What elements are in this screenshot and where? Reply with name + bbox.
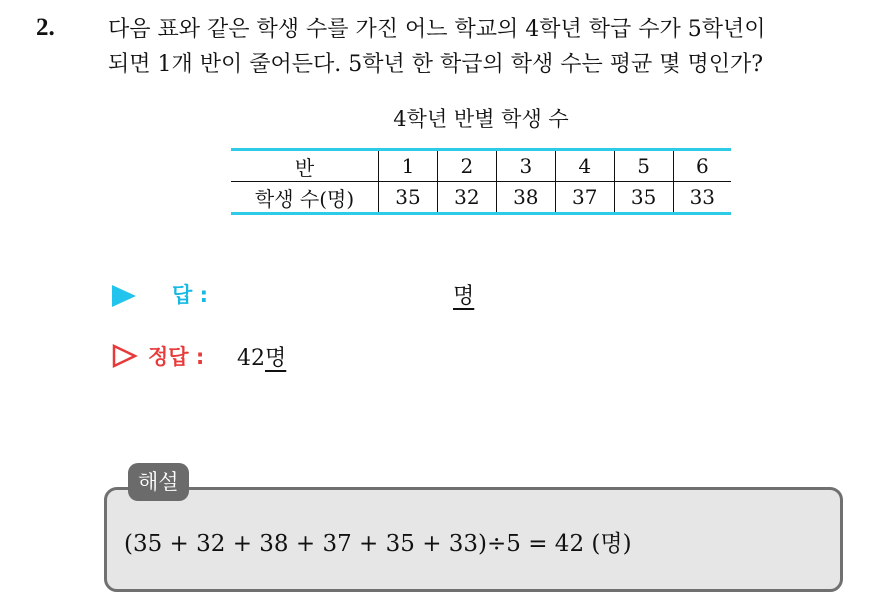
table-cell-class: 5: [614, 150, 673, 182]
table-cell-students: 35: [614, 182, 673, 214]
question-text: [108, 12, 878, 82]
correct-answer-value-group: [237, 341, 286, 372]
correct-answer-row: [108, 340, 508, 372]
question-line-2: 되면 1개 반이 줄어든다. 5학년 한 학급의 학생 수는 평균 몇 명인가?: [108, 52, 764, 77]
table-cell-class: 1: [379, 150, 438, 182]
table-cell-class: 6: [673, 150, 731, 182]
correct-answer-value: 42: [237, 346, 265, 371]
table-cell-students: 33: [673, 182, 731, 214]
students-table: [231, 148, 731, 215]
table-cell-students: 38: [496, 182, 555, 214]
table-cell-students: 35: [379, 182, 438, 214]
filled-triangle-icon: [112, 285, 136, 307]
answer-row: [108, 279, 608, 309]
table-row-class: [231, 150, 731, 182]
outline-triangle-icon: [112, 344, 138, 368]
correct-answer-label: 정답 :: [148, 345, 205, 369]
table-row-students: [231, 182, 731, 214]
explanation-tag: 해설: [128, 463, 189, 501]
table-row-label: 학생 수(명): [231, 182, 379, 214]
explanation-equation: (35 + 32 + 38 + 37 + 35 + 33)÷5 = 42 (명): [124, 531, 632, 557]
question-line-1: 다음 표와 같은 학생 수를 가진 어느 학교의 4학년 학급 수가 5학년이: [108, 17, 766, 42]
answer-unit: 명: [453, 284, 475, 309]
table-caption: 4학년 반별 학생 수: [393, 107, 569, 131]
table-cell-students: 37: [555, 182, 614, 214]
table-cell-class: 2: [437, 150, 496, 182]
correct-answer-unit: 명: [265, 346, 287, 371]
answer-label: 답 :: [172, 283, 208, 307]
table-header-label: 반: [231, 150, 379, 182]
table-cell-class: 4: [555, 150, 614, 182]
table-cell-students: 32: [437, 182, 496, 214]
table-cell-class: 3: [496, 150, 555, 182]
question-number: 2.: [36, 14, 55, 41]
